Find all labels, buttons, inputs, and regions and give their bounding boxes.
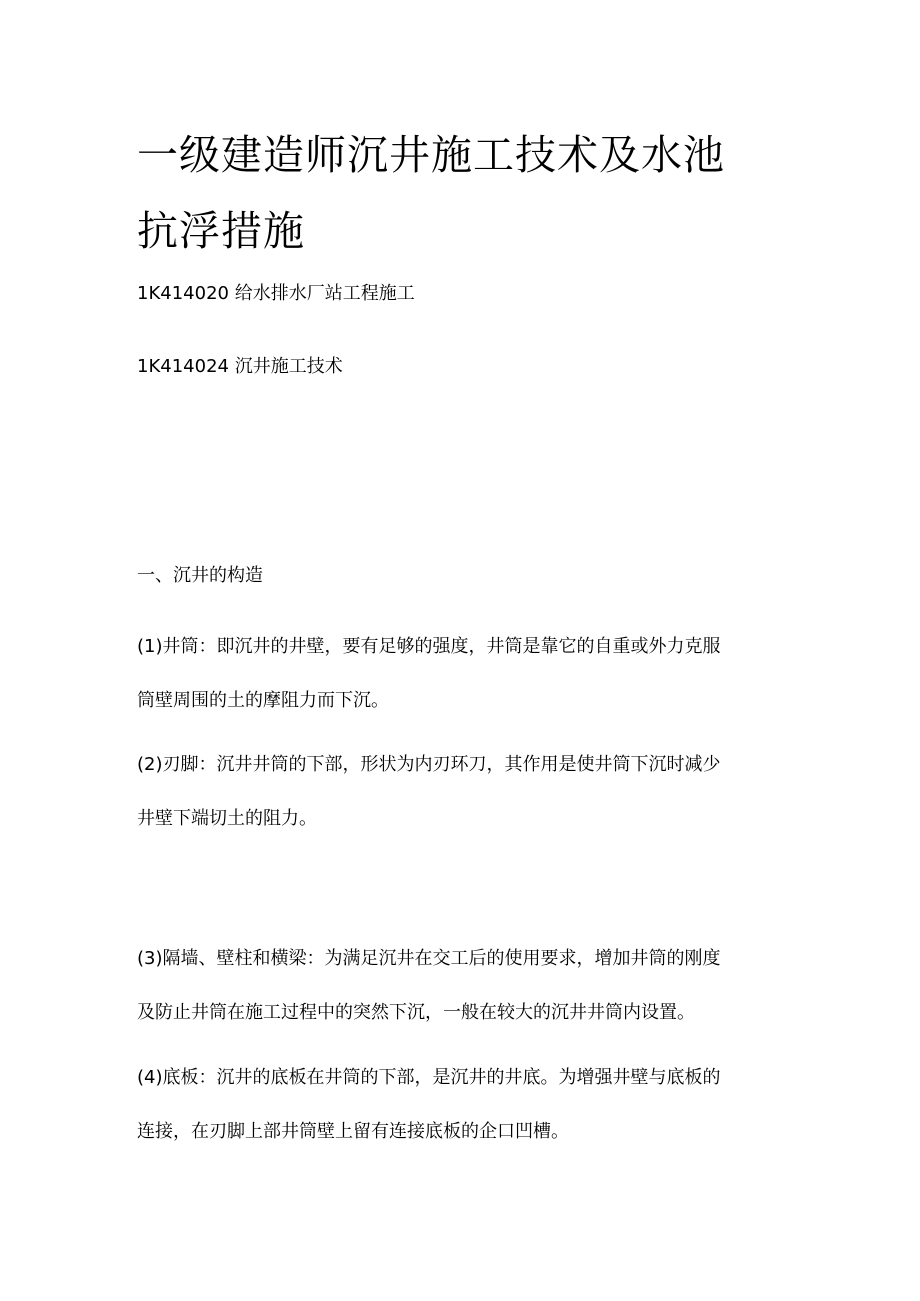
section-heading: 一、沉井的构造 bbox=[137, 565, 263, 586]
paragraph-line: 筒壁周围的土的摩阻力而下沉。 bbox=[137, 690, 389, 711]
paragraph-line: (2)刃脚：沉井井筒的下部，形状为内刃环刀，其作用是使井筒下沉时减少 bbox=[137, 754, 721, 775]
paragraph-line: (3)隔墙、壁柱和横梁：为满足沉井在交工后的使用要求，增加井筒的刚度 bbox=[137, 948, 721, 969]
paragraph-line: (1)井筒：即沉井的井壁，要有足够的强度，井筒是靠它的自重或外力克服 bbox=[137, 636, 721, 657]
paragraph-well-shaft bbox=[137, 620, 797, 728]
paragraph-bottom-slab bbox=[137, 1051, 797, 1159]
paragraph-line: 连接，在刃脚上部井筒壁上留有连接底板的企口凹槽。 bbox=[137, 1121, 569, 1142]
section-code: 1K414020 给水排水厂站工程施工 bbox=[137, 283, 415, 304]
subsection-code: 1K414024 沉井施工技术 bbox=[137, 356, 343, 377]
document-title-line-1: 一级建造师沉井施工技术及水池 bbox=[137, 131, 725, 179]
paragraph-partition-wall bbox=[137, 932, 797, 1040]
document-title-line-2: 抗浮措施 bbox=[137, 207, 305, 255]
paragraph-line: 及防止井筒在施工过程中的突然下沉，一般在较大的沉井井筒内设置。 bbox=[137, 1002, 695, 1023]
paragraph-line: (4)底板：沉井的底板在井筒的下部，是沉井的井底。为增强井壁与底板的 bbox=[137, 1067, 721, 1088]
paragraph-cutting-edge bbox=[137, 738, 797, 846]
paragraph-line: 井壁下端切土的阻力。 bbox=[137, 808, 317, 829]
